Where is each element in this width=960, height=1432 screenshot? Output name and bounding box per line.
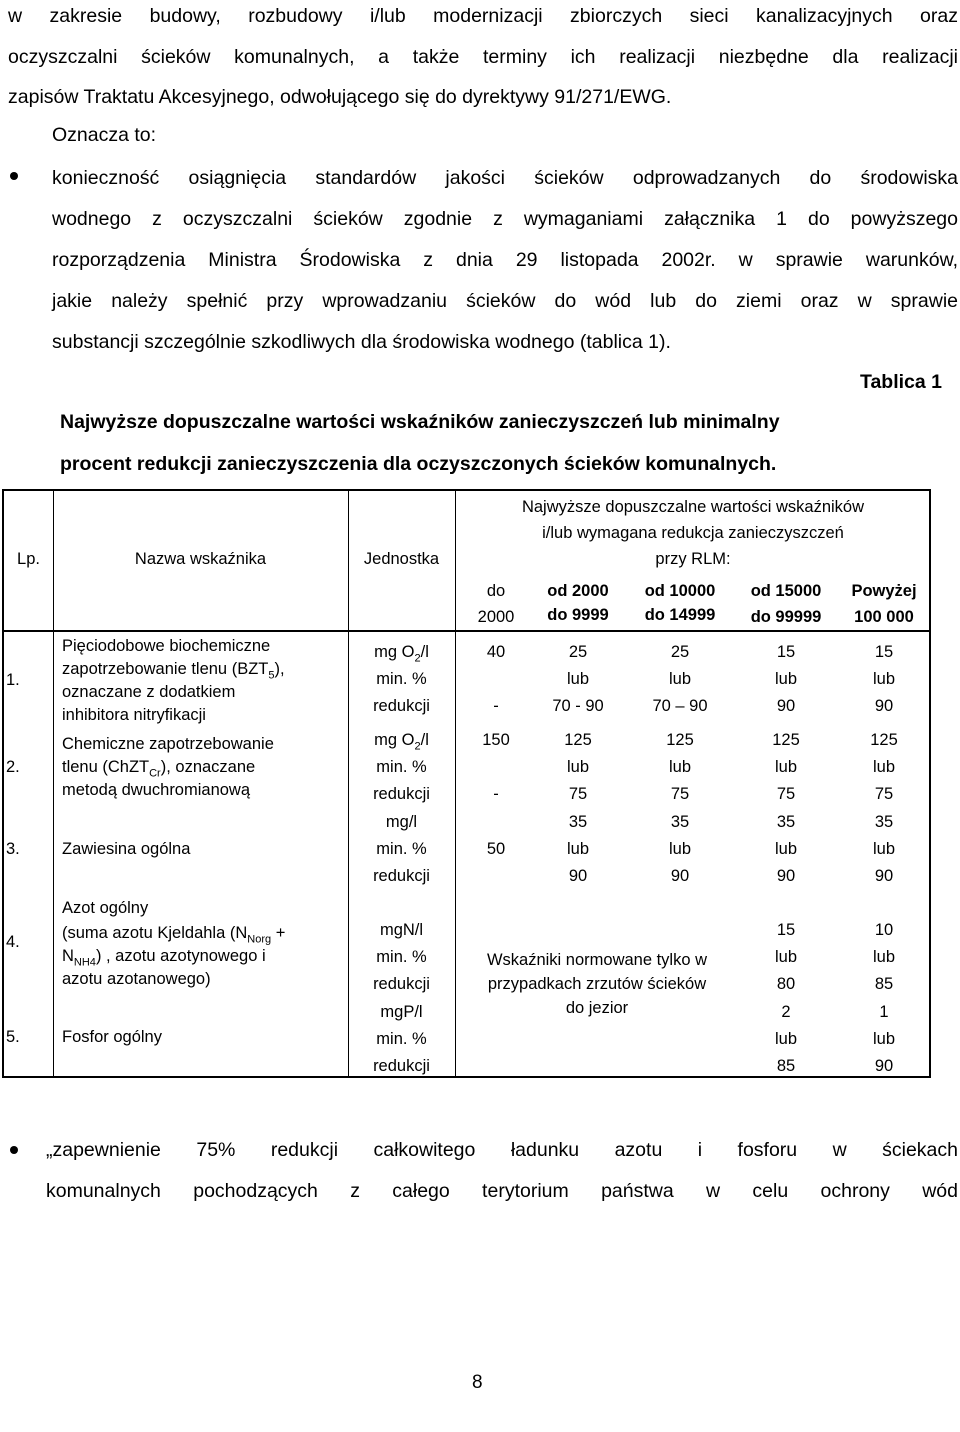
intro-line-4: Oznacza to: — [52, 124, 157, 146]
header-col-3-line-1: od 10000 — [644, 582, 716, 600]
row3-col2-c: 90 — [568, 867, 588, 885]
merged-note-line-3: do jezior — [565, 999, 629, 1017]
row4-unit-1: mgN/l — [379, 921, 424, 939]
row5-lp: 5. — [6, 1028, 20, 1046]
bullet2-line-1: „zapewnienie 75% redukcji całkowitego ładunku azotu i fosforu w ściekach — [46, 1139, 958, 1161]
header-group-line-1: Najwyższe dopuszczalne wartości wskaźników — [521, 498, 865, 516]
row2-col3-c: 75 — [670, 785, 690, 803]
header-lp: Lp. — [17, 550, 40, 568]
row1-name-4: inhibitora nitryfikacji — [62, 706, 206, 724]
header-group-line-2: i/lub wymagana redukcja zanieczyszczeń — [542, 524, 844, 542]
row4-col4-c: 80 — [776, 975, 796, 993]
row3-unit-2: min. % — [376, 840, 427, 858]
row1-col3-c: 70 – 90 — [652, 697, 708, 715]
row1-col1-c: - — [493, 697, 499, 715]
row1-name-3: oznaczane z dodatkiem — [62, 683, 236, 701]
row4-col5-c: 85 — [874, 975, 894, 993]
row1-col5-c: 90 — [874, 697, 894, 715]
header-col-1-line-1: do — [486, 582, 506, 600]
bullet-icon — [10, 172, 18, 180]
row2-name-2: tlenu (ChZT$_{Cr}$), oznaczane — [62, 758, 256, 780]
pollution-limits-table — [2, 489, 931, 1078]
row1-name-1: Pięciodobowe biochemiczne — [62, 637, 271, 655]
row2-col2-c: 75 — [568, 785, 588, 803]
header-unit: Jednostka — [363, 550, 440, 568]
bullet-icon — [10, 1146, 18, 1154]
row2-col1-a: 150 — [482, 731, 510, 749]
header-col-1-line-2: 2000 — [477, 608, 515, 626]
row4-col5-a: 10 — [874, 921, 894, 939]
row5-name: Fosfor ogólny — [62, 1028, 162, 1046]
col-divider — [53, 491, 54, 1076]
row5-col5-c: 90 — [874, 1057, 894, 1075]
row4-unit-3: redukcji — [373, 975, 430, 993]
merged-note-line-1: Wskaźniki normowane tylko w — [486, 951, 708, 969]
header-col-4-line-1: od 15000 — [750, 582, 822, 600]
row2-lp: 2. — [6, 758, 20, 776]
row2-col3-b: lub — [668, 758, 692, 776]
row3-col3-b: lub — [668, 840, 692, 858]
row1-col4-a: 15 — [776, 643, 796, 661]
row4-col4-a: 15 — [776, 921, 796, 939]
row1-col5-a: 15 — [874, 643, 894, 661]
row5-col5-a: 1 — [879, 1003, 889, 1021]
row5-unit-3: redukcji — [373, 1057, 430, 1075]
row1-unit-2: min. % — [376, 670, 427, 688]
row3-col3-a: 35 — [670, 813, 690, 831]
row1-unit-1: mg $O_2/l$ — [374, 643, 429, 665]
row3-unit-1: mg/l — [385, 813, 418, 831]
row4-name-2: (suma azotu Kjeldahla ($N_{Norg}$ + — [62, 924, 286, 946]
row2-col2-a: 125 — [564, 731, 592, 749]
row2-col1-c: - — [493, 785, 499, 803]
table-label: Tablica 1 — [860, 371, 943, 393]
row4-lp: 4. — [6, 933, 20, 951]
row5-col5-b: lub — [872, 1030, 896, 1048]
row1-col2-b: lub — [566, 670, 590, 688]
row5-col4-c: 85 — [776, 1057, 796, 1075]
row5-col4-a: 2 — [781, 1003, 791, 1021]
row2-name-1: Chemiczne zapotrzebowanie — [62, 735, 274, 753]
header-col-4-line-2: do 99999 — [750, 608, 822, 626]
row4-unit-2: min. % — [376, 948, 427, 966]
row4-name-4: azotu azotanowego) — [62, 970, 211, 988]
row2-col5-b: lub — [872, 758, 896, 776]
row3-col2-b: lub — [566, 840, 590, 858]
merged-note-line-2: przypadkach zrzutów ścieków — [487, 975, 707, 993]
bullet1-line-2: wodnego z oczyszczalni ścieków zgodnie z wymaganiami załącznika 1 do powyższego — [52, 208, 958, 230]
row1-lp: 1. — [6, 671, 20, 689]
row1-unit-3: redukcji — [373, 697, 430, 715]
bullet1-line-5: substancji szczególnie szkodliwych dla środowiska wodnego (tablica 1). — [52, 331, 671, 353]
bullet2-line-2: komunalnych pochodzących z całego terytorium państwa w celu ochrony wód — [46, 1180, 958, 1202]
row4-col5-b: lub — [872, 948, 896, 966]
row2-col4-c: 75 — [776, 785, 796, 803]
table-title-line-1: Najwyższe dopuszczalne wartości wskaźników zanieczyszczeń lub minimalny — [60, 411, 780, 433]
header-col-5-line-2: 100 000 — [854, 608, 914, 626]
row5-col4-b: lub — [774, 1030, 798, 1048]
row1-name-2: zapotrzebowanie tlenu $(BZT_5)$, — [62, 660, 285, 682]
row3-col3-c: 90 — [670, 867, 690, 885]
page-number: 8 — [472, 1372, 483, 1393]
row2-unit-2: min. % — [376, 758, 427, 776]
row3-lp: 3. — [6, 840, 20, 858]
row2-col5-c: 75 — [874, 785, 894, 803]
row1-col5-b: lub — [872, 670, 896, 688]
intro-line-2: oczyszczalni ścieków komunalnych, a także terminy ich realizacji niezbędne dla realizacji — [8, 46, 958, 68]
row4-name-1: Azot ogólny — [62, 899, 149, 917]
intro-line-1: w zakresie budowy, rozbudowy i/lub modernizacji zbiorczych sieci kanalizacyjnych oraz — [8, 5, 958, 27]
bullet1-line-4: jakie należy spełnić przy wprowadzaniu ścieków do wód lub do ziemi oraz w sprawie — [52, 290, 958, 312]
intro-line-3: zapisów Traktatu Akcesyjnego, odwołującego się do dyrektywy 91/271/EWG. — [8, 86, 672, 108]
row3-col1-a: 50 — [486, 840, 506, 858]
header-col-3-line-2: do 14999 — [644, 606, 716, 624]
header-name: Nazwa wskaźnika — [134, 550, 267, 568]
header-col-2-line-2: do 9999 — [547, 606, 609, 624]
row3-col4-a: 35 — [776, 813, 796, 831]
row3-col5-c: 90 — [874, 867, 894, 885]
row2-unit-1: mg $O_2/l$ — [374, 731, 429, 753]
row1-col4-c: 90 — [776, 697, 796, 715]
row3-col5-b: lub — [872, 840, 896, 858]
row2-unit-3: redukcji — [373, 785, 430, 803]
row3-unit-3: redukcji — [373, 867, 430, 885]
row3-col5-a: 35 — [874, 813, 894, 831]
row4-name-3: $N_{NH4}$) , azotu azotynowego i — [62, 947, 266, 969]
header-divider — [4, 630, 929, 632]
row2-col3-a: 125 — [666, 731, 694, 749]
row2-col4-b: lub — [774, 758, 798, 776]
row1-col2-c: 70 - 90 — [552, 697, 604, 715]
table-title-line-2: procent redukcji zanieczyszczenia dla oczyszczonych ścieków komunalnych. — [60, 453, 777, 475]
row1-col3-b: lub — [668, 670, 692, 688]
row2-col5-a: 125 — [870, 731, 898, 749]
row5-unit-1: mgP/l — [380, 1003, 423, 1021]
header-col-2-line-1: od 2000 — [547, 582, 609, 600]
row1-col1-a: 40 — [486, 643, 506, 661]
col-divider — [455, 491, 456, 1076]
header-col-5-line-1: Powyżej — [851, 582, 917, 600]
row2-name-3: metodą dwuchromianową — [62, 781, 251, 799]
row3-col4-b: lub — [774, 840, 798, 858]
row3-col4-c: 90 — [776, 867, 796, 885]
row2-col4-a: 125 — [772, 731, 800, 749]
row5-unit-2: min. % — [376, 1030, 427, 1048]
row3-col2-a: 35 — [568, 813, 588, 831]
row3-name: Zawiesina ogólna — [62, 840, 191, 858]
bullet1-line-3: rozporządzenia Ministra Środowiska z dnia 29 listopada 2002r. w sprawie warunków, — [52, 249, 958, 271]
bullet1-line-1: konieczność osiągnięcia standardów jakości ścieków odprowadzanych do środowiska — [52, 167, 958, 189]
header-group-line-3: przy RLM: — [655, 550, 731, 568]
row4-col4-b: lub — [774, 948, 798, 966]
row2-col2-b: lub — [566, 758, 590, 776]
row1-col2-a: 25 — [568, 643, 588, 661]
row1-col4-b: lub — [774, 670, 798, 688]
row1-col3-a: 25 — [670, 643, 690, 661]
